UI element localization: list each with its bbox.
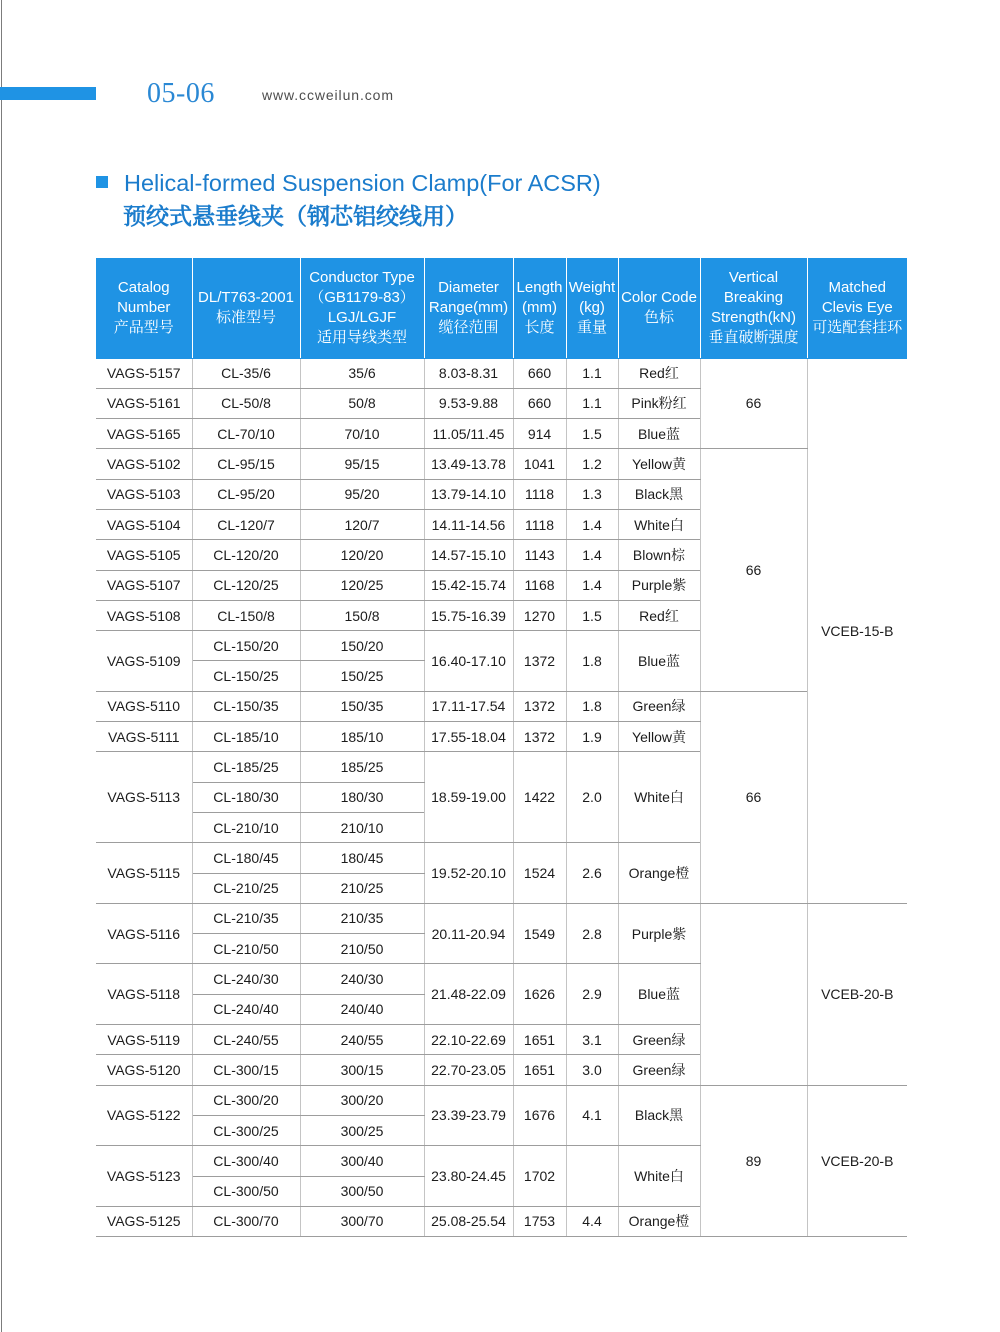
- table-row: [96, 449, 907, 479]
- page-fold-line: [1, 0, 2, 1332]
- weight-cell: 2.9: [566, 964, 618, 1025]
- conductor-type-cell: 150/8: [300, 600, 424, 630]
- catalog-number-cell: VAGS-5103: [96, 479, 192, 509]
- color-code-cell: Blue蓝: [618, 964, 700, 1025]
- color-code-cell: Orange橙: [618, 1206, 700, 1236]
- header-line: 长度: [524, 318, 555, 336]
- standard-model-cell: CL-185/25: [192, 752, 300, 782]
- color-code-cell: Purple紫: [618, 570, 700, 600]
- conductor-type-cell: 300/70: [300, 1206, 424, 1236]
- length-cell: 1168: [513, 570, 566, 600]
- conductor-type-cell: 300/20: [300, 1085, 424, 1115]
- color-code-cell: Red红: [618, 358, 700, 388]
- header-line: DL/T763-2001: [198, 288, 294, 306]
- diameter-range-cell: 22.70-23.05: [424, 1055, 513, 1085]
- square-bullet-icon: [96, 176, 108, 188]
- header-line: 可选配套挂环: [812, 318, 903, 336]
- header-accent-bar: [0, 87, 96, 100]
- catalog-number-cell: VAGS-5165: [96, 419, 192, 449]
- length-cell: 1651: [513, 1055, 566, 1085]
- conductor-type-cell: 180/45: [300, 843, 424, 873]
- length-cell: 1753: [513, 1206, 566, 1236]
- standard-model-cell: CL-180/30: [192, 782, 300, 812]
- conductor-type-cell: 300/25: [300, 1115, 424, 1145]
- conductor-type-cell: 240/30: [300, 964, 424, 994]
- standard-model-cell: CL-95/20: [192, 479, 300, 509]
- conductor-type-cell: 210/25: [300, 873, 424, 903]
- diameter-range-cell: 17.11-17.54: [424, 691, 513, 721]
- conductor-type-cell: 35/6: [300, 358, 424, 388]
- length-cell: 1372: [513, 691, 566, 721]
- header-line: LGJ/LGJF: [327, 308, 397, 326]
- header-line: 标准型号: [215, 308, 276, 326]
- diameter-range-cell: 20.11-20.94: [424, 903, 513, 964]
- catalog-number-cell: VAGS-5109: [96, 631, 192, 692]
- conductor-type-cell: 120/20: [300, 540, 424, 570]
- catalog-number-cell: VAGS-5116: [96, 903, 192, 964]
- header-line: Strength(kN): [710, 308, 797, 326]
- color-code-cell: Blown棕: [618, 540, 700, 570]
- weight-cell: 3.1: [566, 1025, 618, 1055]
- standard-model-cell: CL-50/8: [192, 388, 300, 418]
- conductor-type-cell: 240/40: [300, 994, 424, 1024]
- length-cell: 1524: [513, 843, 566, 904]
- header-line: Clevis Eye: [821, 298, 893, 316]
- standard-model-cell: CL-300/25: [192, 1115, 300, 1145]
- standard-model-cell: CL-240/30: [192, 964, 300, 994]
- conductor-type-cell: 180/30: [300, 782, 424, 812]
- table-row: [96, 691, 907, 721]
- weight-cell: 1.3: [566, 479, 618, 509]
- catalog-number-cell: VAGS-5161: [96, 388, 192, 418]
- standard-model-cell: CL-150/25: [192, 661, 300, 691]
- standard-model-cell: CL-120/7: [192, 509, 300, 539]
- conductor-type-cell: 185/25: [300, 752, 424, 782]
- color-code-header: [618, 258, 700, 358]
- header-line: Weight: [568, 278, 616, 296]
- clevis-eye-cell: VCEB-15-B: [807, 358, 907, 903]
- length-cell: 1702: [513, 1146, 566, 1207]
- conductor-type-cell: 210/50: [300, 934, 424, 964]
- catalog-number-cell: VAGS-5120: [96, 1055, 192, 1085]
- standard-model-cell: CL-150/35: [192, 691, 300, 721]
- weight-cell: 1.4: [566, 570, 618, 600]
- color-code-cell: Pink粉红: [618, 388, 700, 418]
- length-cell: 1676: [513, 1085, 566, 1146]
- standard-model-cell: CL-150/20: [192, 631, 300, 661]
- standard-model-cell: CL-210/50: [192, 934, 300, 964]
- conductor-type-cell: 95/20: [300, 479, 424, 509]
- conductor-type-cell: 240/55: [300, 1025, 424, 1055]
- header-line: （GB1179-83）: [309, 288, 415, 306]
- standard-model-cell: CL-300/70: [192, 1206, 300, 1236]
- clevis-eye-cell: VCEB-20-B: [807, 903, 907, 1085]
- catalog-number-cell: VAGS-5115: [96, 843, 192, 904]
- color-code-cell: White白: [618, 1146, 700, 1207]
- catalog-number-cell: VAGS-5104: [96, 509, 192, 539]
- standard-model-cell: CL-300/20: [192, 1085, 300, 1115]
- length-cell: 1549: [513, 903, 566, 964]
- standard-model-cell: CL-35/6: [192, 358, 300, 388]
- page-number: 05-06: [147, 78, 215, 109]
- standard-model-cell: CL-95/15: [192, 449, 300, 479]
- diameter-range-cell: 19.52-20.10: [424, 843, 513, 904]
- catalog-number-cell: VAGS-5108: [96, 600, 192, 630]
- spec-table: [96, 258, 907, 1237]
- diameter-range-cell: 23.80-24.45: [424, 1146, 513, 1207]
- length-cell: 1372: [513, 631, 566, 692]
- conductor-type-cell: 150/25: [300, 661, 424, 691]
- diameter-range-cell: 13.49-13.78: [424, 449, 513, 479]
- weight-cell: 1.8: [566, 631, 618, 692]
- clevis-eye-cell: VCEB-20-B: [807, 1085, 907, 1236]
- catalog-number-cell: VAGS-5157: [96, 358, 192, 388]
- diameter-range-cell: 23.39-23.79: [424, 1085, 513, 1146]
- conductor-type-header: [300, 258, 424, 358]
- color-code-cell: White白: [618, 509, 700, 539]
- standard-model-cell: CL-70/10: [192, 419, 300, 449]
- weight-cell: 1.5: [566, 600, 618, 630]
- section-title-chinese: 预绞式悬垂线夹（钢芯铝绞线用）: [123, 203, 468, 229]
- length-cell: 1118: [513, 509, 566, 539]
- standard-model-cell: CL-300/50: [192, 1176, 300, 1206]
- color-code-cell: Green绿: [618, 691, 700, 721]
- diameter-range-cell: 9.53-9.88: [424, 388, 513, 418]
- conductor-type-cell: 210/10: [300, 812, 424, 842]
- weight-cell: 2.0: [566, 752, 618, 843]
- weight-cell: 1.4: [566, 509, 618, 539]
- catalog-number-cell: VAGS-5123: [96, 1146, 192, 1207]
- catalog-number-cell: VAGS-5105: [96, 540, 192, 570]
- weight-cell: 1.5: [566, 419, 618, 449]
- breaking-strength-cell: [700, 903, 807, 1085]
- diameter-range-cell: 25.08-25.54: [424, 1206, 513, 1236]
- table-header: [96, 258, 907, 358]
- length-cell: 1422: [513, 752, 566, 843]
- weight-cell: 2.8: [566, 903, 618, 964]
- catalog-number-cell: VAGS-5122: [96, 1085, 192, 1146]
- conductor-type-cell: 300/15: [300, 1055, 424, 1085]
- website-url: www.ccweilun.com: [262, 87, 394, 103]
- length-header: [513, 258, 566, 358]
- table-row: [96, 903, 907, 933]
- header-line: (kg): [579, 298, 605, 316]
- length-cell: 1143: [513, 540, 566, 570]
- weight-cell: 2.6: [566, 843, 618, 904]
- weight-cell: 4.1: [566, 1085, 618, 1146]
- header-line: 重量: [576, 318, 607, 336]
- diameter-range-cell: 22.10-22.69: [424, 1025, 513, 1055]
- header-line: (mm): [522, 298, 557, 316]
- conductor-type-cell: 150/20: [300, 631, 424, 661]
- weight-cell: 1.2: [566, 449, 618, 479]
- header-line: Color Code: [621, 288, 697, 306]
- table-header-row: [96, 258, 907, 358]
- breaking-strength-header: [700, 258, 807, 358]
- color-code-cell: Black黑: [618, 479, 700, 509]
- length-cell: 1270: [513, 600, 566, 630]
- catalog-number-cell: VAGS-5102: [96, 449, 192, 479]
- table-row: [96, 358, 907, 388]
- standard-model-cell: CL-240/40: [192, 994, 300, 1024]
- length-cell: 660: [513, 388, 566, 418]
- header-line: Number: [117, 298, 171, 316]
- catalog-number-cell: VAGS-5125: [96, 1206, 192, 1236]
- conductor-type-cell: 120/25: [300, 570, 424, 600]
- color-code-cell: Red红: [618, 600, 700, 630]
- standard-model-cell: CL-300/15: [192, 1055, 300, 1085]
- diameter-range-cell: 15.42-15.74: [424, 570, 513, 600]
- length-cell: 1651: [513, 1025, 566, 1055]
- color-code-cell: Green绿: [618, 1025, 700, 1055]
- weight-cell: [566, 1146, 618, 1207]
- standard-model-cell: CL-180/45: [192, 843, 300, 873]
- length-cell: 1626: [513, 964, 566, 1025]
- color-code-cell: Purple紫: [618, 903, 700, 964]
- catalog-number-cell: VAGS-5119: [96, 1025, 192, 1055]
- diameter-range-cell: 17.55-18.04: [424, 722, 513, 752]
- diameter-range-cell: 16.40-17.10: [424, 631, 513, 692]
- header-line: 垂直破断强度: [708, 328, 799, 346]
- conductor-type-cell: 210/35: [300, 903, 424, 933]
- header-line: 色标: [643, 308, 674, 326]
- color-code-cell: Yellow黄: [618, 449, 700, 479]
- standard-model-cell: CL-120/20: [192, 540, 300, 570]
- diameter-range-cell: 8.03-8.31: [424, 358, 513, 388]
- clevis-eye-header: [807, 258, 907, 358]
- catalog-number-cell: VAGS-5113: [96, 752, 192, 843]
- section-title-english: Helical-formed Suspension Clamp(For ACSR): [124, 170, 601, 196]
- conductor-type-cell: 120/7: [300, 509, 424, 539]
- conductor-type-cell: 50/8: [300, 388, 424, 418]
- length-cell: 914: [513, 419, 566, 449]
- conductor-type-cell: 95/15: [300, 449, 424, 479]
- color-code-cell: Green绿: [618, 1055, 700, 1085]
- standard-model-cell: CL-150/8: [192, 600, 300, 630]
- conductor-type-cell: 70/10: [300, 419, 424, 449]
- header-line: Conductor Type: [309, 268, 415, 286]
- weight-cell: 1.1: [566, 358, 618, 388]
- header-line: 缆径范围: [438, 318, 499, 336]
- diameter-range-cell: 14.57-15.10: [424, 540, 513, 570]
- catalog-number-header: [96, 258, 192, 358]
- header-line: Matched: [828, 278, 887, 296]
- diameter-range-cell: 18.59-19.00: [424, 752, 513, 843]
- catalog-number-cell: VAGS-5110: [96, 691, 192, 721]
- diameter-range-cell: 21.48-22.09: [424, 964, 513, 1025]
- color-code-cell: Blue蓝: [618, 631, 700, 692]
- table-body: [96, 358, 907, 1237]
- catalog-number-cell: VAGS-5118: [96, 964, 192, 1025]
- weight-cell: 1.8: [566, 691, 618, 721]
- breaking-strength-cell: 66: [700, 691, 807, 903]
- length-cell: 1118: [513, 479, 566, 509]
- color-code-cell: Blue蓝: [618, 419, 700, 449]
- length-cell: 1041: [513, 449, 566, 479]
- standard-model-cell: CL-120/25: [192, 570, 300, 600]
- conductor-type-cell: 150/35: [300, 691, 424, 721]
- weight-cell: 3.0: [566, 1055, 618, 1085]
- standard-model-cell: CL-210/10: [192, 812, 300, 842]
- weight-cell: 1.9: [566, 722, 618, 752]
- color-code-cell: Yellow黄: [618, 722, 700, 752]
- header-line: Range(mm): [428, 298, 509, 316]
- diameter-range-cell: 14.11-14.56: [424, 509, 513, 539]
- weight-cell: 1.4: [566, 540, 618, 570]
- conductor-type-cell: 300/40: [300, 1146, 424, 1176]
- conductor-type-cell: 185/10: [300, 722, 424, 752]
- weight-header: [566, 258, 618, 358]
- breaking-strength-cell: 66: [700, 449, 807, 691]
- header-line: Diameter: [438, 278, 499, 296]
- length-cell: 1372: [513, 722, 566, 752]
- standard-model-cell: CL-210/35: [192, 903, 300, 933]
- weight-cell: 4.4: [566, 1206, 618, 1236]
- catalog-number-cell: VAGS-5111: [96, 722, 192, 752]
- weight-cell: 1.1: [566, 388, 618, 418]
- color-code-cell: White白: [618, 752, 700, 843]
- length-cell: 660: [513, 358, 566, 388]
- diameter-range-cell: 15.75-16.39: [424, 600, 513, 630]
- diameter-range-cell: 11.05/11.45: [424, 419, 513, 449]
- header-line: Catalog: [117, 278, 170, 296]
- standard-model-cell: CL-185/10: [192, 722, 300, 752]
- breaking-strength-cell: 89: [700, 1085, 807, 1236]
- standard-model-cell: CL-210/25: [192, 873, 300, 903]
- header-line: Breaking: [723, 288, 784, 306]
- diameter-range-header: [424, 258, 513, 358]
- header-line: 产品型号: [113, 318, 174, 336]
- breaking-strength-cell: 66: [700, 358, 807, 449]
- diameter-range-cell: 13.79-14.10: [424, 479, 513, 509]
- header-line: 适用导线类型: [316, 328, 407, 346]
- color-code-cell: Orange橙: [618, 843, 700, 904]
- standard-model-cell: CL-300/40: [192, 1146, 300, 1176]
- standard-model-header: [192, 258, 300, 358]
- color-code-cell: Black黑: [618, 1085, 700, 1146]
- catalog-number-cell: VAGS-5107: [96, 570, 192, 600]
- header-line: Vertical: [728, 268, 779, 286]
- table-row: [96, 1085, 907, 1115]
- standard-model-cell: CL-240/55: [192, 1025, 300, 1055]
- header-line: Length: [516, 278, 563, 296]
- conductor-type-cell: 300/50: [300, 1176, 424, 1206]
